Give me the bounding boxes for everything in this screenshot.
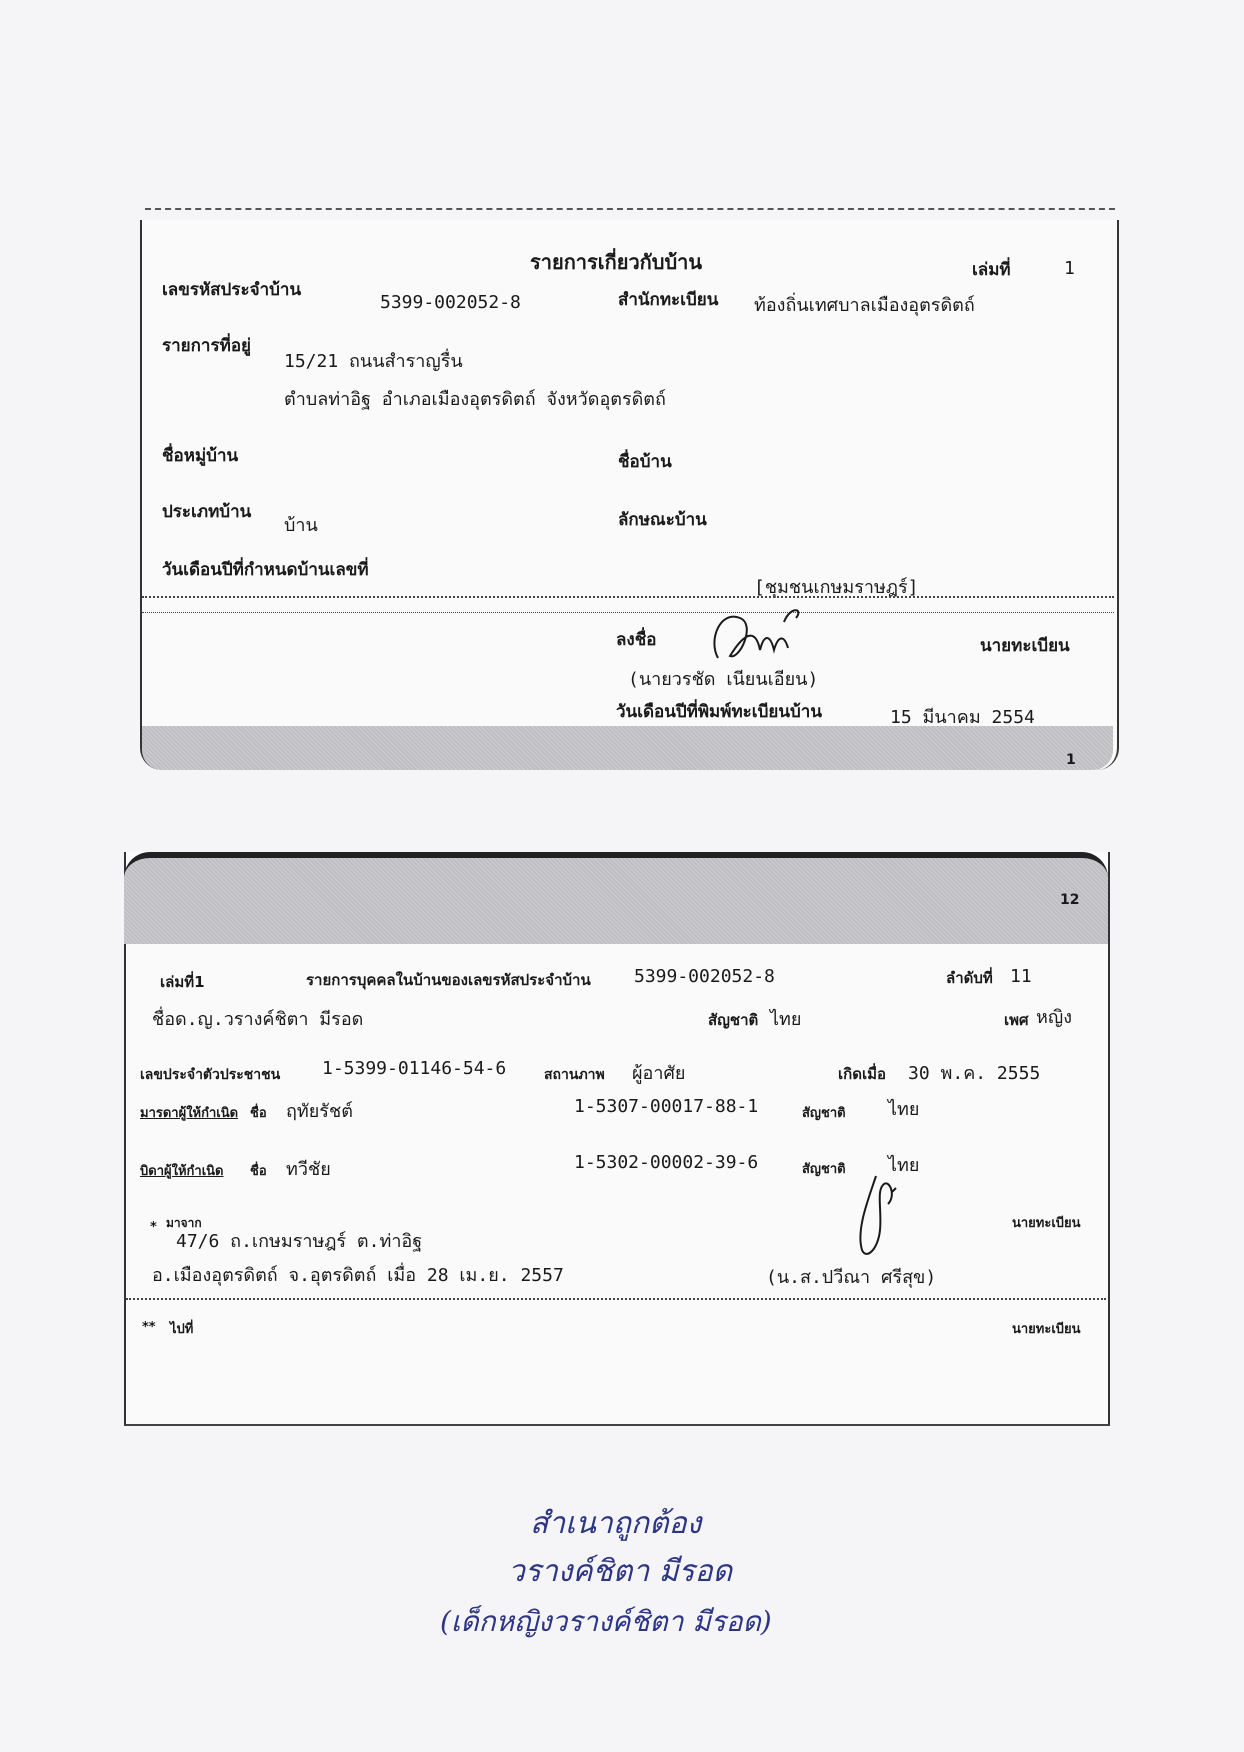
registrar-title-1: นายทะเบียน [980, 636, 1070, 656]
id-number: 1-5399-01146-54-6 [322, 1058, 507, 1079]
registry-office-label: สำนักทะเบียน [618, 290, 719, 310]
sex-label: เพศ [1004, 1011, 1029, 1029]
address-line1: 15/21 ถนนสำราญรื่น [284, 351, 463, 372]
seq-label: ลำดับที่ [946, 969, 993, 987]
village-label: ชื่อหมู่บ้าน [162, 446, 239, 466]
person-card-page-number: 12 [1060, 892, 1080, 908]
house-code: 5399-002052-8 [380, 292, 521, 313]
book-label: เล่มที่ [972, 260, 1011, 280]
mother-id: 1-5307-00017-88-1 [574, 1096, 759, 1117]
house-code-label: เลขรหัสประจำบ้าน [162, 280, 302, 300]
from-star: * [150, 1220, 157, 1235]
card2-dotted-divider [126, 1298, 1106, 1300]
registry-office: ท้องถิ่นเทศบาลเมืองอุตรดิตถ์ [754, 295, 975, 316]
born-label: เกิดเมื่อ [838, 1065, 886, 1083]
house-card-page-number: 1 [1066, 752, 1076, 768]
father-label: บิดาผู้ให้กำเนิด [140, 1164, 224, 1179]
handwritten-signature-name: วรางค์ชิตา มีรอด [508, 1554, 733, 1589]
mother-nationality: ไทย [888, 1099, 920, 1120]
person-registrar-title-1: นายทะเบียน [1012, 1216, 1081, 1231]
seq-number: 11 [1010, 966, 1032, 987]
handwritten-certified-copy: สำเนาถูกต้อง [530, 1506, 702, 1541]
from-line1: 47/6 ถ.เกษมราษฎร์ ต.ท่าอิฐ [176, 1231, 423, 1252]
mother-name-label: ชื่อ [250, 1106, 267, 1121]
handwritten-full-name: (เด็กหญิงวรางค์ชิตา มีรอด) [440, 1605, 772, 1638]
mother-name: ฤทัยรัชต์ [286, 1101, 353, 1122]
father-nationality-label: สัญชาติ [802, 1162, 846, 1177]
nationality: ไทย [770, 1009, 802, 1030]
registrar-signature-1 [700, 600, 810, 670]
person-registrar-title-2: นายทะเบียน [1012, 1322, 1081, 1337]
born-date: 30 พ.ค. 2555 [908, 1063, 1041, 1084]
book-number: 1 [1064, 258, 1075, 279]
father-name-label: ชื่อ [250, 1164, 267, 1179]
person-book-label: เล่มที่1 [160, 973, 205, 991]
person-card-header [124, 852, 1108, 944]
father-name: ทวีชัย [286, 1159, 331, 1180]
address-label: รายการที่อยู่ [162, 336, 251, 356]
card1-top-dashed-line [145, 208, 1115, 210]
nationality-label: สัญชาติ [708, 1011, 759, 1029]
house-record-title: รายการเกี่ยวกับบ้าน [530, 250, 703, 274]
date-assigned-label: วันเดือนปีที่กำหนดบ้านเลขที่ [162, 560, 369, 580]
father-id: 1-5302-00002-39-6 [574, 1152, 759, 1173]
father-nationality: ไทย [888, 1155, 920, 1176]
to-star: ** [142, 1320, 156, 1335]
address-line2: ตำบลท่าอิฐ อำเภอเมืองอุตรดิตถ์ จังหวัดอุตรดิตถ์ [284, 389, 666, 410]
registrar-signature-2 [836, 1170, 916, 1260]
house-card-footer [142, 726, 1113, 770]
print-date: 15 มีนาคม 2554 [890, 707, 1035, 728]
person-registrar-name: (น.ส.ปวีณา ศรีสุข) [766, 1267, 937, 1288]
person-header-text: รายการบุคคลในบ้านของเลขรหัสประจำบ้าน [306, 971, 591, 989]
sex: หญิง [1036, 1007, 1072, 1028]
mother-label: มารดาผู้ให้กำเนิด [140, 1106, 239, 1121]
from-line2: อ.เมืองอุตรดิตถ์ จ.อุตรดิตถ์ เมื่อ 28 เม.ย. 2557 [152, 1265, 564, 1286]
card1-dotted-divider [142, 596, 1114, 598]
status: ผู้อาศัย [632, 1063, 686, 1084]
person-name: ชื่อด.ญ.วรางค์ชิตา มีรอด [152, 1009, 364, 1030]
house-name-label: ชื่อบ้าน [618, 452, 672, 472]
house-type-label: ประเภทบ้าน [162, 502, 252, 522]
mother-nationality-label: สัญชาติ [802, 1106, 846, 1121]
status-label: สถานภาพ [544, 1067, 605, 1083]
person-house-code: 5399-002052-8 [634, 966, 775, 987]
house-type: บ้าน [284, 515, 318, 536]
id-label: เลขประจำตัวประชาชน [140, 1067, 281, 1083]
from-label: มาจาก [166, 1216, 202, 1230]
sign-label: ลงชื่อ [616, 630, 657, 650]
house-char-label: ลักษณะบ้าน [618, 510, 707, 530]
card1-dotted-divider-2 [142, 612, 1114, 613]
registrar-name-1: (นายวรชัด เนียนเอียน) [628, 669, 819, 690]
print-date-label: วันเดือนปีที่พิมพ์ทะเบียนบ้าน [616, 702, 822, 722]
to-label: ไปที่ [170, 1322, 194, 1337]
community-name: [ชุมชนเกษมราษฎร์] [754, 577, 919, 598]
